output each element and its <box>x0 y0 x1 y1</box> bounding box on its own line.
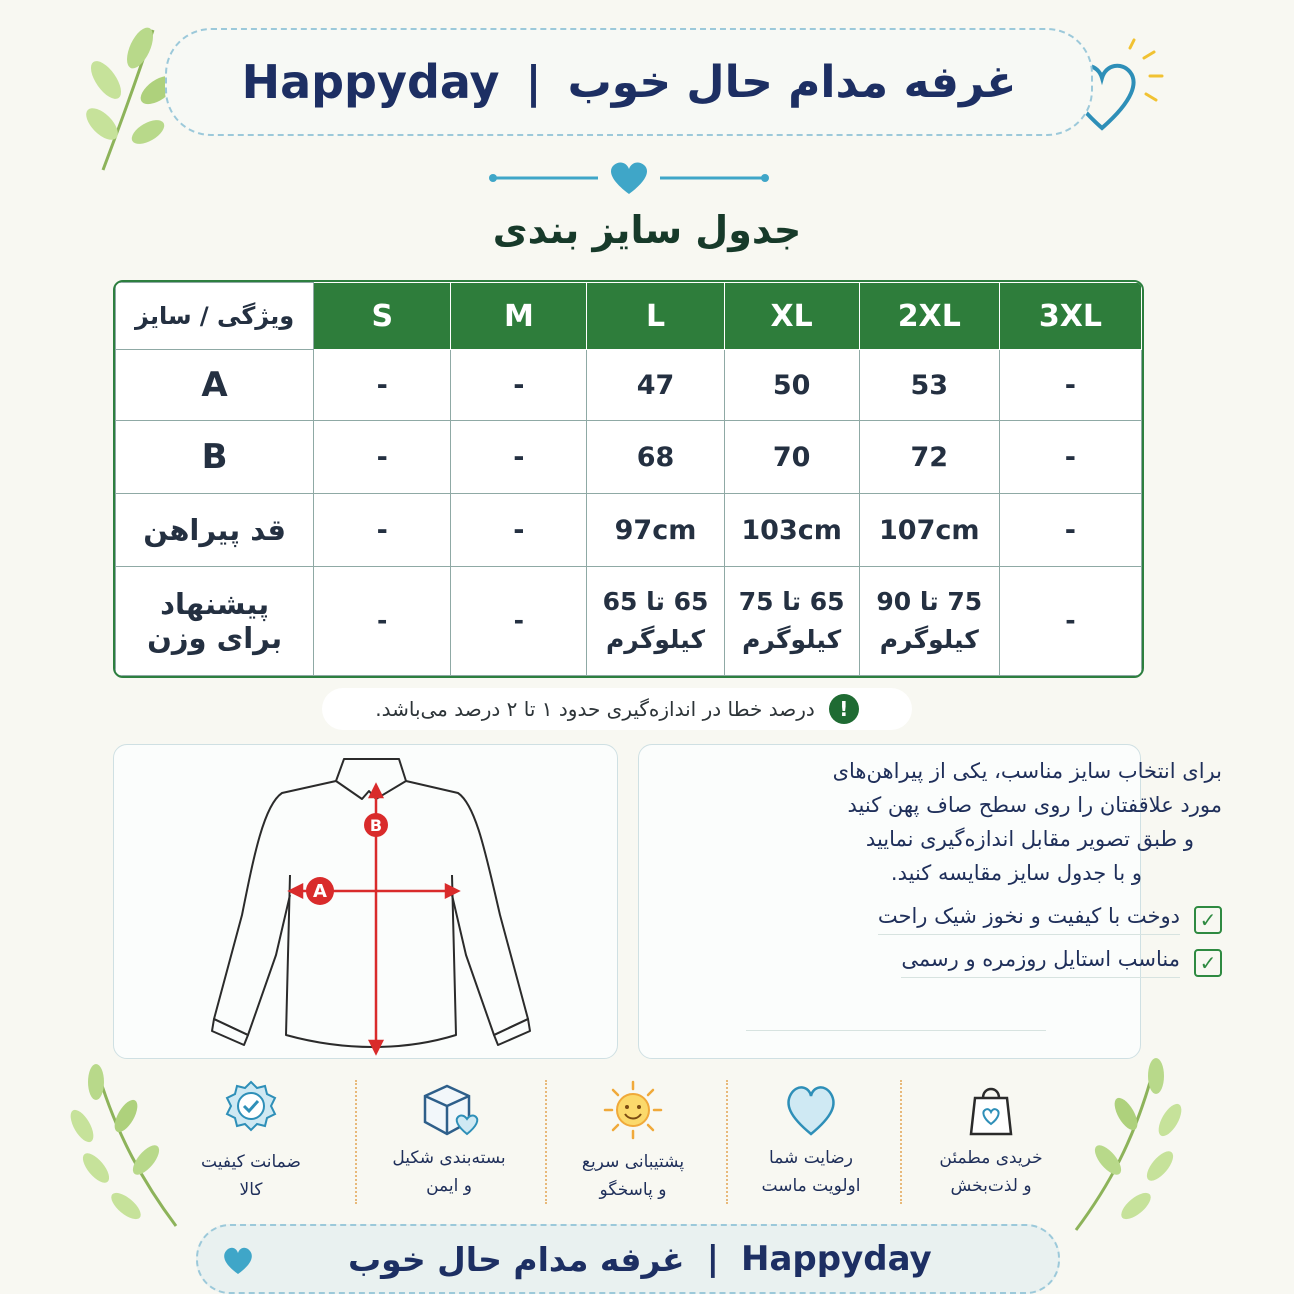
checkbox-icon: ✓ <box>1194 906 1222 934</box>
table-cell: - <box>451 494 587 567</box>
feature-item <box>374 1078 524 1200</box>
table-cell: 72 <box>859 421 999 494</box>
instructions-text <box>762 754 1222 978</box>
table-header-row <box>116 283 1142 350</box>
feature-separator <box>545 1080 547 1204</box>
table-cell: 103cm <box>724 494 859 567</box>
footer-brand-row <box>348 1226 932 1292</box>
heart-divider-icon <box>488 160 770 196</box>
feature-line: و لذت‌بخش <box>950 1176 1032 1196</box>
table-cell: 53 <box>859 350 999 421</box>
corner-label: ویژگی / سایز <box>116 283 314 350</box>
checkbox-icon: ✓ <box>1194 949 1222 977</box>
cell-line: 75 تا 90 <box>876 587 983 616</box>
row-label <box>116 567 314 676</box>
cell-line: کیلوگرم <box>742 625 842 654</box>
header-separator: | <box>525 56 542 108</box>
size-table <box>113 280 1144 678</box>
instruction-line: و طبق تصویر مقابل اندازه‌گیری نمایید <box>865 827 1194 851</box>
size-header: L <box>587 283 724 350</box>
table-cell: 107cm <box>859 494 999 567</box>
cell-line: 65 تا 65 <box>602 587 709 616</box>
row-label: B <box>116 421 314 494</box>
cell-line: 65 تا 75 <box>738 587 845 616</box>
sun-smile-icon <box>601 1078 665 1142</box>
table-cell: 68 <box>587 421 724 494</box>
note-text: درصد خطا در اندازه‌گیری حدود ۱ تا ۲ درصد می‌باشد. <box>375 697 815 721</box>
table-cell: 50 <box>724 350 859 421</box>
check-item <box>762 904 1222 935</box>
measurement-note <box>322 688 912 730</box>
exclamation-icon: ! <box>829 694 859 724</box>
feature-item <box>176 1078 326 1204</box>
size-header: 3XL <box>999 283 1141 350</box>
table-cell <box>314 567 451 676</box>
footer-separator: | <box>706 1239 720 1279</box>
heart-icon <box>220 1244 256 1276</box>
cell-line: کیلوگرم <box>879 625 979 654</box>
shopping-bag-heart-icon <box>961 1078 1021 1138</box>
table-cell <box>999 567 1141 676</box>
divider-line <box>746 1030 1046 1031</box>
row-label-line: برای وزن <box>147 621 283 655</box>
row-label-line: پیشنهاد <box>160 587 270 621</box>
table-row <box>116 567 1142 676</box>
table-row <box>116 494 1142 567</box>
feature-line: اولویت ماست <box>761 1176 861 1196</box>
instruction-line: و با جدول سایز مقایسه کنید. <box>890 861 1142 885</box>
cell-line: - <box>1065 606 1076 635</box>
table-cell: - <box>999 494 1141 567</box>
table-cell: - <box>999 421 1141 494</box>
check-item <box>762 947 1222 978</box>
table-cell <box>587 567 724 676</box>
page-title: جدول سایز بندی <box>492 208 802 252</box>
feature-item <box>558 1078 708 1204</box>
table-cell: - <box>314 494 451 567</box>
table-cell: 70 <box>724 421 859 494</box>
feature-line: خریدی مطمئن <box>939 1148 1043 1168</box>
size-header: S <box>314 283 451 350</box>
marker-b-label: B <box>369 816 383 835</box>
feature-item <box>916 1078 1066 1200</box>
size-header: 2XL <box>859 283 999 350</box>
cell-line: - <box>377 606 388 635</box>
shop-name: غرفه مدام حال خوب <box>567 56 1017 108</box>
feature-separator <box>726 1080 728 1204</box>
check-item-text: مناسب استایل روزمره و رسمی <box>901 947 1180 978</box>
size-header: XL <box>724 283 859 350</box>
table-cell: - <box>451 350 587 421</box>
leaf-branch-bottom-left-icon <box>66 1056 186 1236</box>
check-item-text: دوخت با کیفیت و نخوز شیک راحت <box>878 904 1180 935</box>
shirt-diagram-panel <box>113 744 618 1059</box>
leaf-branch-top-left-icon <box>78 20 178 180</box>
footer-brand-name: Happyday <box>741 1239 932 1279</box>
cell-line: کیلوگرم <box>605 625 706 654</box>
table-cell <box>859 567 999 676</box>
leaf-branch-bottom-right-icon <box>1066 1050 1186 1240</box>
brand-name: Happyday <box>241 55 500 109</box>
feature-line: رضایت شما <box>769 1148 853 1168</box>
feature-line: کالا <box>239 1180 263 1200</box>
table-cell: 47 <box>587 350 724 421</box>
feature-line: ضمانت کیفیت <box>201 1152 301 1172</box>
cell-line: - <box>513 606 525 635</box>
feature-line: و پاسخگو <box>599 1180 667 1200</box>
table-cell: - <box>314 421 451 494</box>
table-cell: - <box>999 350 1141 421</box>
table-cell <box>451 567 587 676</box>
row-label: قد پیراهن <box>116 494 314 567</box>
feature-line: پشتیبانی سریع <box>581 1152 685 1172</box>
feature-item <box>736 1078 886 1200</box>
box-heart-icon <box>417 1078 481 1138</box>
header-banner <box>165 28 1093 136</box>
quality-badge-icon <box>219 1078 283 1142</box>
table-cell: 97cm <box>587 494 724 567</box>
table-cell: - <box>314 350 451 421</box>
table-cell <box>724 567 859 676</box>
heart-icon <box>781 1078 841 1138</box>
footer-shop-name: غرفه مدام حال خوب <box>348 1239 685 1279</box>
feature-line: و ایمن <box>426 1176 472 1196</box>
marker-a-label: A <box>313 881 327 902</box>
table-cell: - <box>451 421 587 494</box>
size-header: M <box>451 283 587 350</box>
shirt-diagram <box>114 745 617 1058</box>
feature-line: بسته‌بندی شکیل <box>392 1148 506 1168</box>
feature-separator <box>900 1080 902 1204</box>
footer-banner <box>196 1224 1060 1294</box>
feature-separator <box>355 1080 357 1204</box>
table-row <box>116 350 1142 421</box>
row-label: A <box>116 350 314 421</box>
table-row <box>116 421 1142 494</box>
instruction-line: مورد علاقفتان را روی سطح صاف پهن کنید <box>847 793 1222 817</box>
instruction-line: برای انتخاب سایز مناسب، یکی از پیراهن‌های <box>832 759 1222 783</box>
